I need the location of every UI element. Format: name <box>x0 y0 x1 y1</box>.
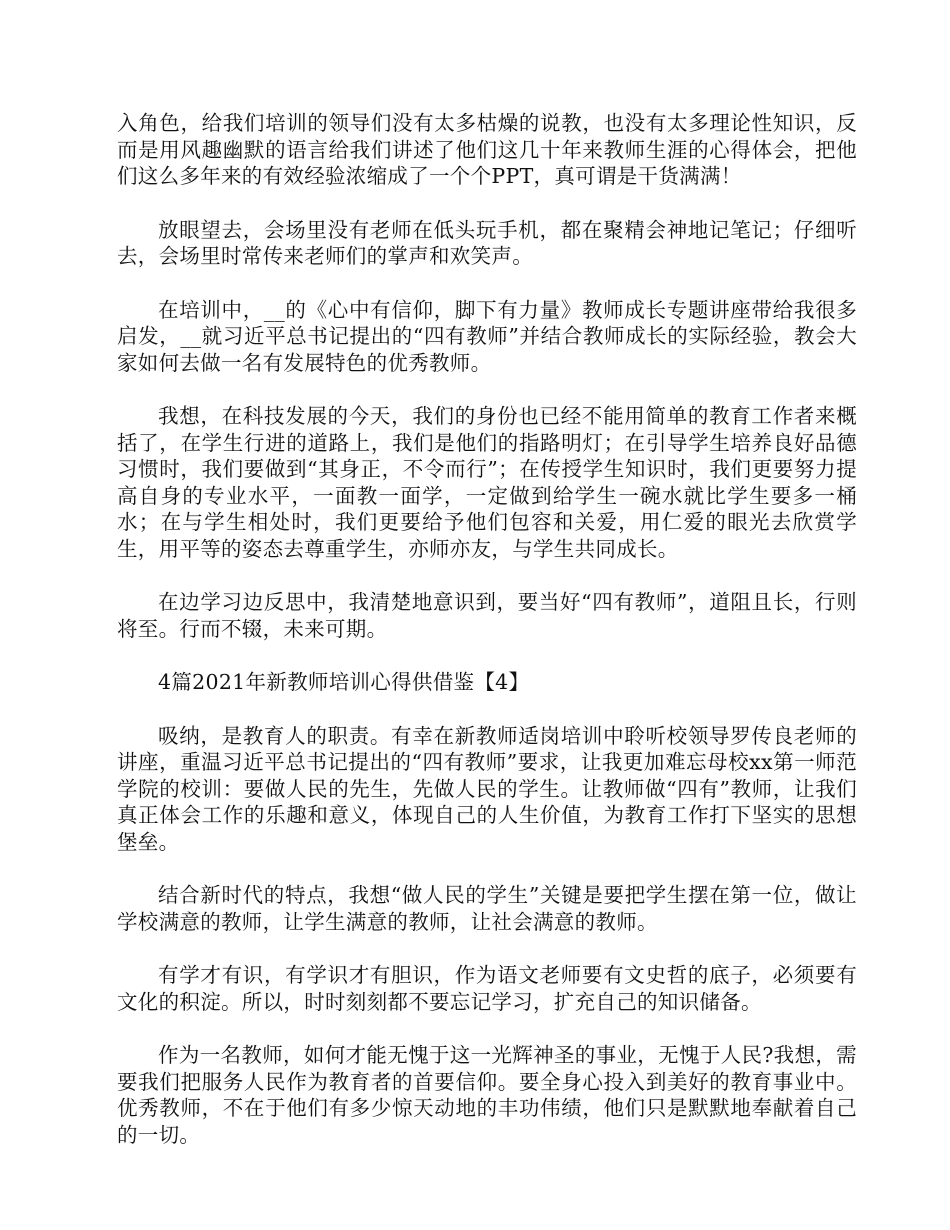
document-body <box>117 110 857 1175</box>
paragraph: 在培训中，__的《心中有信仰，脚下有力量》教师成长专题讲座带给我很多启发，__就习近平总书记提出的“四有教师”并结合教师成长的实际经验，教会大家如何去做一名有发展特色的优秀教师。 <box>117 297 857 375</box>
paragraph: 吸纳，是教育人的职责。有幸在新教师适岗培训中聆听校领导罗传良老师的讲座，重温习近平总书记提出的“四有教师”要求，让我更加难忘母校xx第一师范学院的校训：要做人民的先生，先做人民的学生。让教师做“四有”教师，让我们真正体会工作的乐趣和意义，体现自己的人生价值，为教育工作打下坚实的思想堡垒。 <box>117 723 857 854</box>
section-heading: 4篇2021年新教师培训心得供借鉴【4】 <box>158 670 530 694</box>
paragraph: 放眼望去，会场里没有老师在低头玩手机，都在聚精会神地记笔记；仔细听去，会场里时常传来老师们的掌声和欢笑声。 <box>117 217 857 268</box>
paragraph: 在边学习边反思中，我清楚地意识到，要当好“四有教师”，道阻且长，行则将至。行而不辍，未来可期。 <box>117 590 857 641</box>
paragraph: 结合新时代的特点，我想“做人民的学生”关键是要把学生摆在第一位，做让学校满意的教师，让学生满意的教师，让社会满意的教师。 <box>117 883 857 934</box>
paragraph: 有学才有识，有学识才有胆识，作为语文老师要有文史哲的底子，必须要有文化的积淀。所以，时时刻刻都不要忘记学习，扩充自己的知识储备。 <box>117 963 857 1014</box>
paragraph: 作为一名教师，如何才能无愧于这一光辉神圣的事业，无愧于人民?我想，需要我们把服务人民作为教育者的首要信仰。要全身心投入到美好的教育事业中。优秀教师，不在于他们有多少惊天动地的丰功伟绩，他们只是默默地奉献着自己的一切。 <box>117 1043 857 1147</box>
paragraph-continuation: 入角色，给我们培训的领导们没有太多枯燥的说教，也没有太多理论性知识，反而是用风趣幽默的语言给我们讲述了他们这几十年来教师生涯的心得体会，把他们这么多年来的有效经验浓缩成了一个个PPT，真可谓是干货满满！ <box>117 111 857 188</box>
paragraph: 我想，在科技发展的今天，我们的身份也已经不能用简单的教育工作者来概括了，在学生行进的道路上，我们是他们的指路明灯；在引导学生培养良好品德习惯时，我们要做到“其身正，不令而行”；在传授学生知识时，我们更要努力提高自身的专业水平，一面教一面学，一定做到给学生一碗水就比学生要多一桶水；在与学生相处时，我们更要给予他们包容和关爱，用仁爱的眼光去欣赏学生，用平等的姿态去尊重学生，亦师亦友，与学生共同成长。 <box>117 404 857 561</box>
